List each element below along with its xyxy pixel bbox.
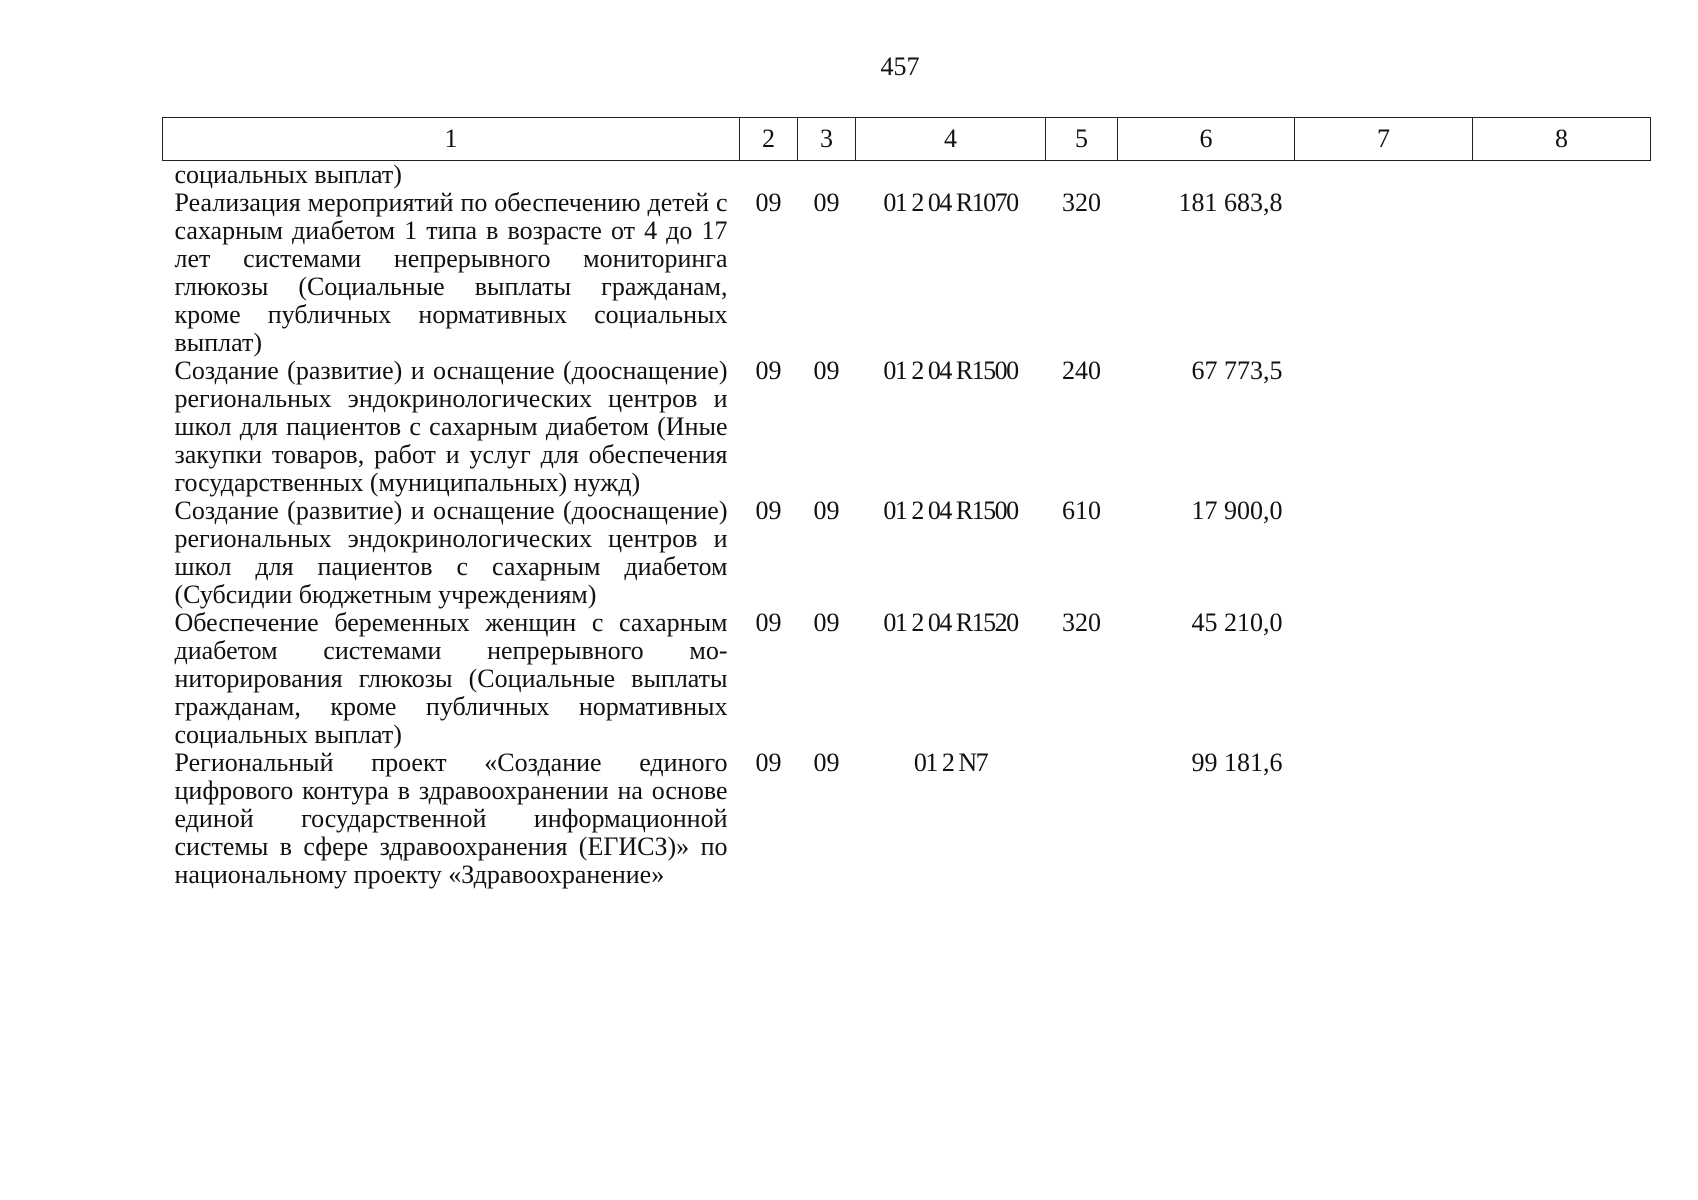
row-section: 09 <box>755 608 782 637</box>
row-name: Создание (развитие) и оснащение (дооcнащение) региональных эндокринологических центров и школ для пациентов с сахарным диабетом (Субсидии бюджетным учреждениям) <box>174 496 728 609</box>
row-col7 <box>1295 609 1473 749</box>
row-target-code: 01 2 04 R1500 <box>883 356 1018 385</box>
column-header: 4 <box>856 118 1046 161</box>
row-subsection: 09 <box>813 188 840 217</box>
table-row <box>163 609 1651 749</box>
row-col8 <box>1473 609 1651 749</box>
row-target-code: 01 2 N7 <box>913 748 988 777</box>
row-expense-type: 320 <box>1062 188 1101 217</box>
row-col8 <box>1473 189 1651 357</box>
row-name: Региональный проект «Создание единого цифрового контура в здравоохранении на основе единой государственной информационной системы в сфере здравоохранения (ЕГИСЗ)» по национальному проекту «Здравоохранение» <box>174 748 728 889</box>
row-amount: 67 773,5 <box>1191 356 1283 385</box>
row-subsection: 09 <box>813 356 840 385</box>
row-subsection: 09 <box>813 748 840 777</box>
row-amount: 45 210,0 <box>1191 608 1283 637</box>
row-col7 <box>1295 749 1473 889</box>
row-amount: 17 900,0 <box>1191 496 1283 525</box>
row-amount: 99 181,6 <box>1191 748 1283 777</box>
row-col7 <box>1295 357 1473 497</box>
row-expense-type: 610 <box>1062 496 1101 525</box>
column-header: 2 <box>740 118 798 161</box>
row-expense-type: 240 <box>1062 356 1101 385</box>
row-target-code: 01 2 04 R1520 <box>883 608 1018 637</box>
row-name: Обеспечение беременных женщин с сахарным диабетом системами непрерывного мониторирования глюкозы (Социальные выплаты гражданам, кроме публичных нормативных социальных выплат) <box>174 608 728 749</box>
row-col7 <box>1295 497 1473 609</box>
row-name: Создание (развитие) и оснащение (дооcнащение) региональных эндокринологических центров и школ для пациентов с сахарным диабетом (Иные закупки товаров, работ и услуг для обеспечения государственных (муниципальных) нужд) <box>174 356 728 497</box>
budget-table <box>162 117 1651 889</box>
row-expense-type <box>1046 749 1118 889</box>
row-section: 09 <box>755 356 782 385</box>
table-row <box>163 497 1651 609</box>
row-col8 <box>1473 497 1651 609</box>
row-col7 <box>1295 189 1473 357</box>
column-header: 5 <box>1046 118 1118 161</box>
column-header: 6 <box>1118 118 1295 161</box>
column-header: 8 <box>1473 118 1651 161</box>
row-col8 <box>1473 357 1651 497</box>
table-row <box>163 189 1651 357</box>
table-header-row <box>163 118 1651 161</box>
row-target-code: 01 2 04 R1500 <box>883 496 1018 525</box>
row-subsection: 09 <box>813 608 840 637</box>
table-row <box>163 357 1651 497</box>
row-name-continuation: социальных выплат) <box>174 160 402 189</box>
row-section: 09 <box>755 188 782 217</box>
row-amount: 181 683,8 <box>1178 188 1283 217</box>
page-number: 457 <box>880 52 920 81</box>
column-header: 7 <box>1295 118 1473 161</box>
row-expense-type: 320 <box>1062 608 1101 637</box>
column-header: 3 <box>798 118 856 161</box>
row-target-code: 01 2 04 R1070 <box>883 188 1018 217</box>
table-row <box>163 749 1651 889</box>
row-section: 09 <box>755 748 782 777</box>
column-header: 1 <box>163 118 740 161</box>
table-row-continuation <box>163 161 1651 190</box>
row-name: Реализация мероприятий по обеспечению детей с сахарным диабетом 1 типа в возрасте от 4 до 17 лет системами непрерывного мониторинга глюкозы (Социальные выплаты гражданам, кроме публичных нормативных социальных выплат) <box>174 188 728 357</box>
row-section: 09 <box>755 496 782 525</box>
row-subsection: 09 <box>813 496 840 525</box>
row-col8 <box>1473 749 1651 889</box>
